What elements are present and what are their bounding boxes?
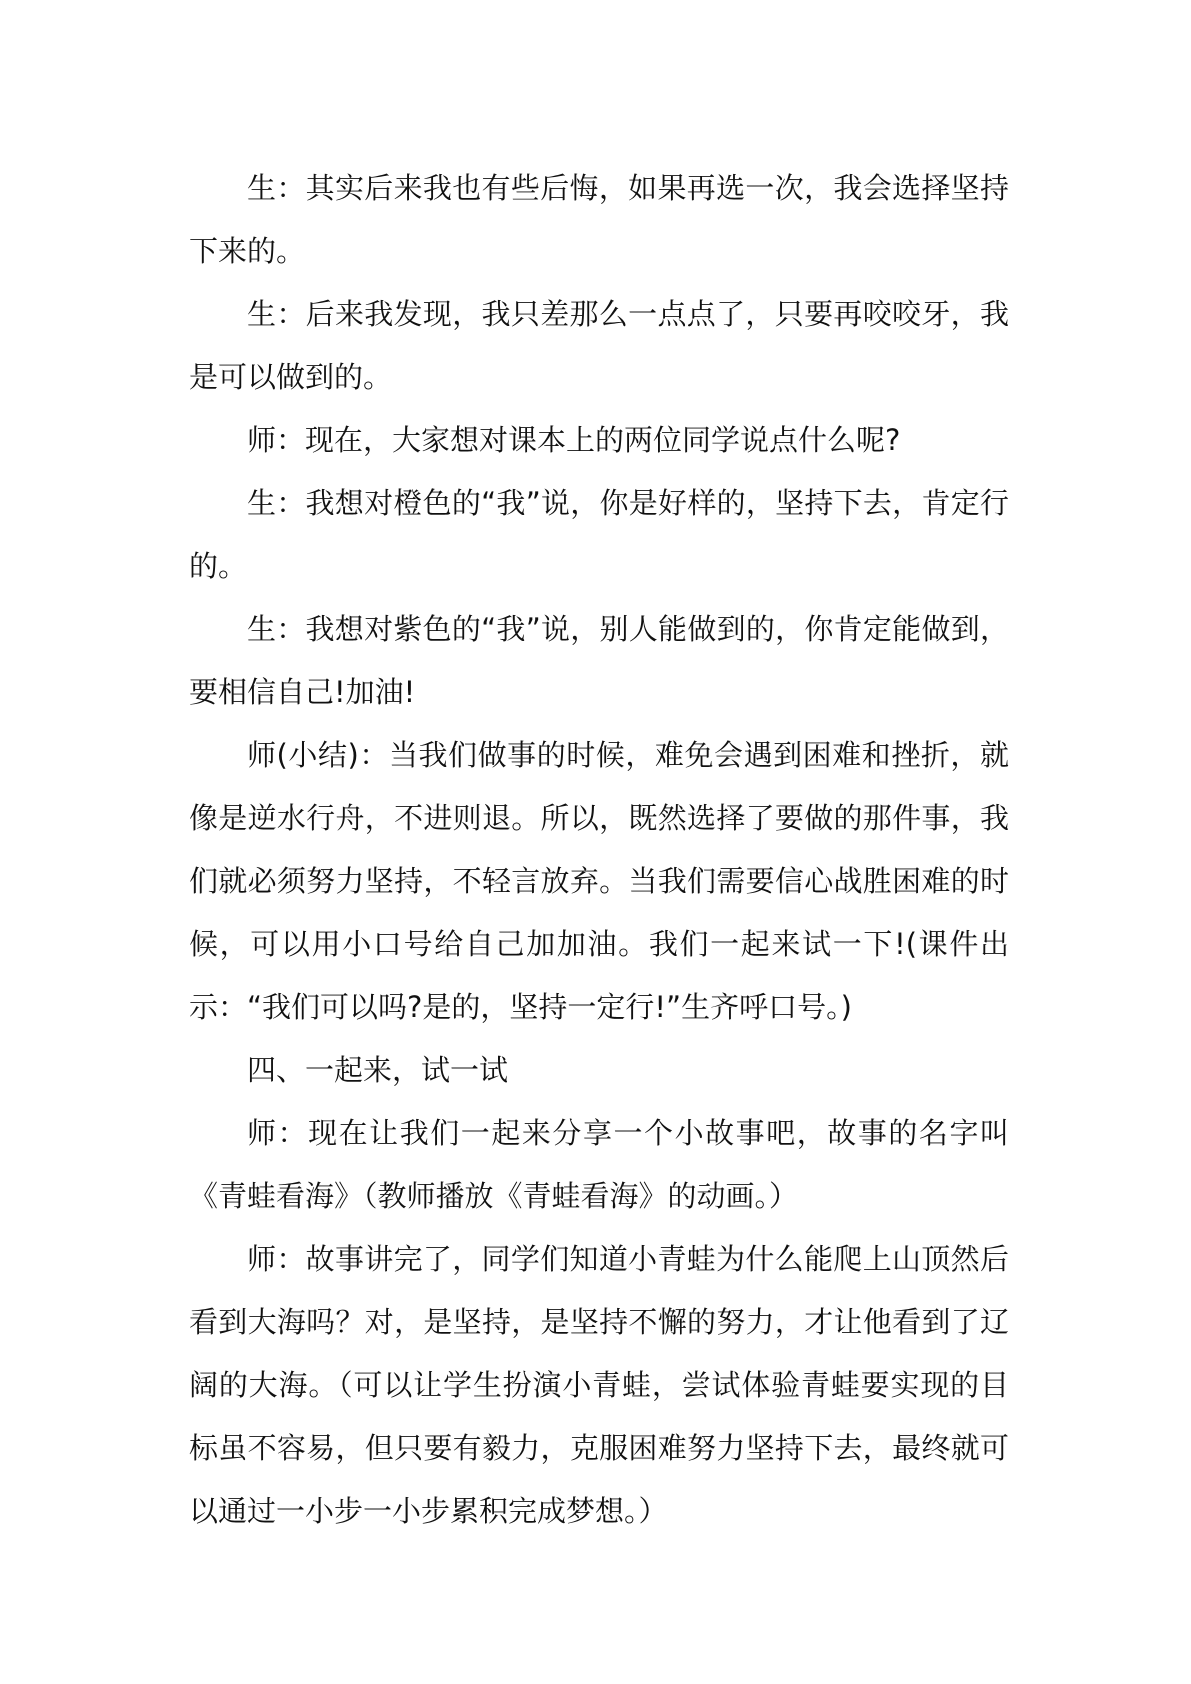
paragraph: 师：现在让我们一起来分享一个小故事吧，故事的名字叫《青蛙看海》（教师播放《青蛙看海》的动画。） bbox=[189, 1116, 1009, 1213]
section-heading: 四、一起来，试一试 bbox=[247, 1053, 509, 1087]
paragraph: 生：我想对紫色的“我”说，别人能做到的，你肯定能做到，要相信自己!加油! bbox=[189, 612, 1009, 709]
paragraph: 生：我想对橙色的“我”说，你是好样的，坚持下去，肯定行的。 bbox=[189, 486, 1009, 583]
document-body bbox=[189, 157, 1009, 1543]
paragraph: 师：故事讲完了，同学们知道小青蛙为什么能爬上山顶然后看到大海吗？对，是坚持，是坚持不懈的努力，才让他看到了辽阔的大海。（可以让学生扮演小青蛙，尝试体验青蛙要实现的目标虽不容易，但只要有毅力，克服困难努力坚持下去，最终就可以通过一小步一小步累积完成梦想。） bbox=[189, 1242, 1009, 1528]
paragraph: 生：其实后来我也有些后悔，如果再选一次，我会选择坚持下来的。 bbox=[189, 171, 1009, 268]
paragraph: 师(小结)：当我们做事的时候，难免会遇到困难和挫折，就像是逆水行舟，不进则退。所以，既然选择了要做的那件事，我们就必须努力坚持，不轻言放弃。当我们需要信心战胜困难的时候，可以用小口号给自己加加油。我们一起来试一下!(课件出示：“我们可以吗?是的，坚持一定行!”生齐呼口号。) bbox=[189, 738, 1009, 1024]
paragraph: 师：现在，大家想对课本上的两位同学说点什么呢? bbox=[247, 423, 901, 457]
paragraph: 生：后来我发现，我只差那么一点点了，只要再咬咬牙，我是可以做到的。 bbox=[189, 297, 1009, 394]
